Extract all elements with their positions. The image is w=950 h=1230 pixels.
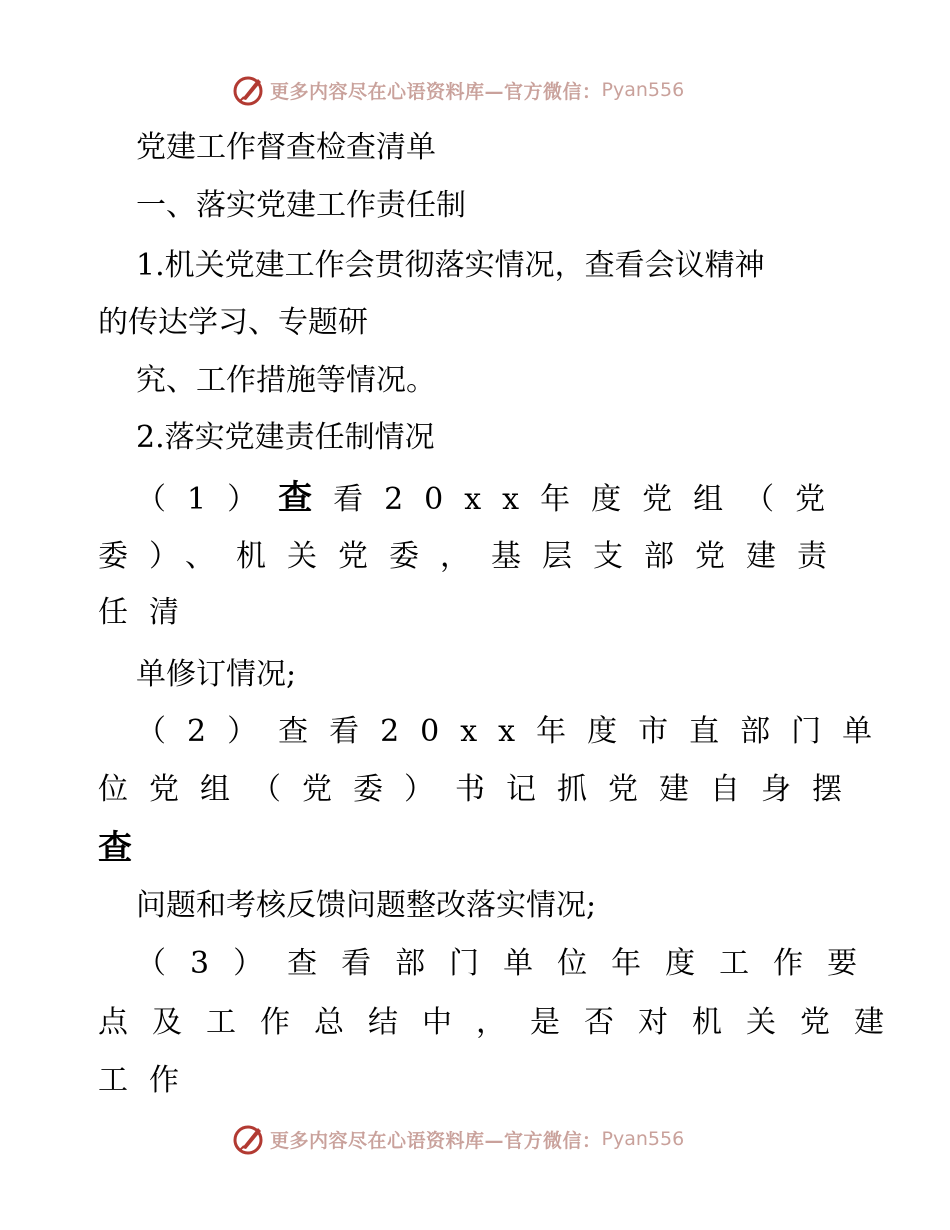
point-1-text: 看20xx年度党组（党 bbox=[333, 482, 847, 517]
item-1-line-1: 1.机关党建工作会贯彻落实情况，查看会议精神 bbox=[136, 248, 765, 283]
point-3-line-2: 点及工作总结中，是否对机关党建 bbox=[98, 1005, 908, 1040]
point-1-line-4-char: 况 bbox=[256, 657, 286, 692]
header-banner bbox=[232, 73, 684, 107]
doc-title: 党建工作督查检查清单 bbox=[136, 130, 436, 165]
banner-text: 更多内容尽在心语资料库—官方微信： bbox=[270, 1129, 602, 1152]
point-2-line-1: （2）查看20xx年度市直部门单 bbox=[136, 714, 894, 749]
point-1-line-4-text: 单修订情 bbox=[136, 657, 256, 692]
banner-text: 更多内容尽在心语资料库—官方微信： bbox=[270, 80, 602, 103]
quill-circle-icon bbox=[232, 73, 266, 107]
quill-circle-icon bbox=[232, 1122, 266, 1156]
section-heading-1: 一、落实党建工作责任制 bbox=[136, 188, 466, 223]
item-1-line-2: 的传达学习、专题研 bbox=[98, 305, 368, 340]
point-1-line-4-punct: ; bbox=[286, 657, 297, 692]
item-1-line-3: 究、工作措施等情况。 bbox=[136, 363, 436, 398]
point-1-number: （1） bbox=[136, 482, 279, 517]
point-3-line-1: （3）查看部门单位年度工作要 bbox=[136, 946, 882, 981]
point-1-line-1 bbox=[136, 478, 846, 520]
point-2-line-2: 位党组（党委）书记抓党建自身摆 bbox=[98, 772, 863, 807]
point-2-line-3: 查 bbox=[98, 828, 132, 868]
point-3-line-3: 工作 bbox=[98, 1063, 200, 1098]
point-1-line-2: 委）、机关党委，基层支部党建责 bbox=[98, 539, 848, 574]
banner-wechat-id: Pyan556 bbox=[601, 1128, 685, 1150]
banner-wechat-id: Pyan556 bbox=[601, 79, 685, 101]
point-1-line-4 bbox=[136, 655, 296, 695]
point-1-emphasis: 查 bbox=[278, 478, 334, 518]
point-1-line-3: 任清 bbox=[98, 595, 200, 630]
item-2: 2.落实党建责任制情况 bbox=[136, 420, 435, 455]
point-2-line-4: 问题和考核反馈问题整改落实情况; bbox=[136, 888, 597, 923]
footer-banner bbox=[232, 1122, 684, 1156]
